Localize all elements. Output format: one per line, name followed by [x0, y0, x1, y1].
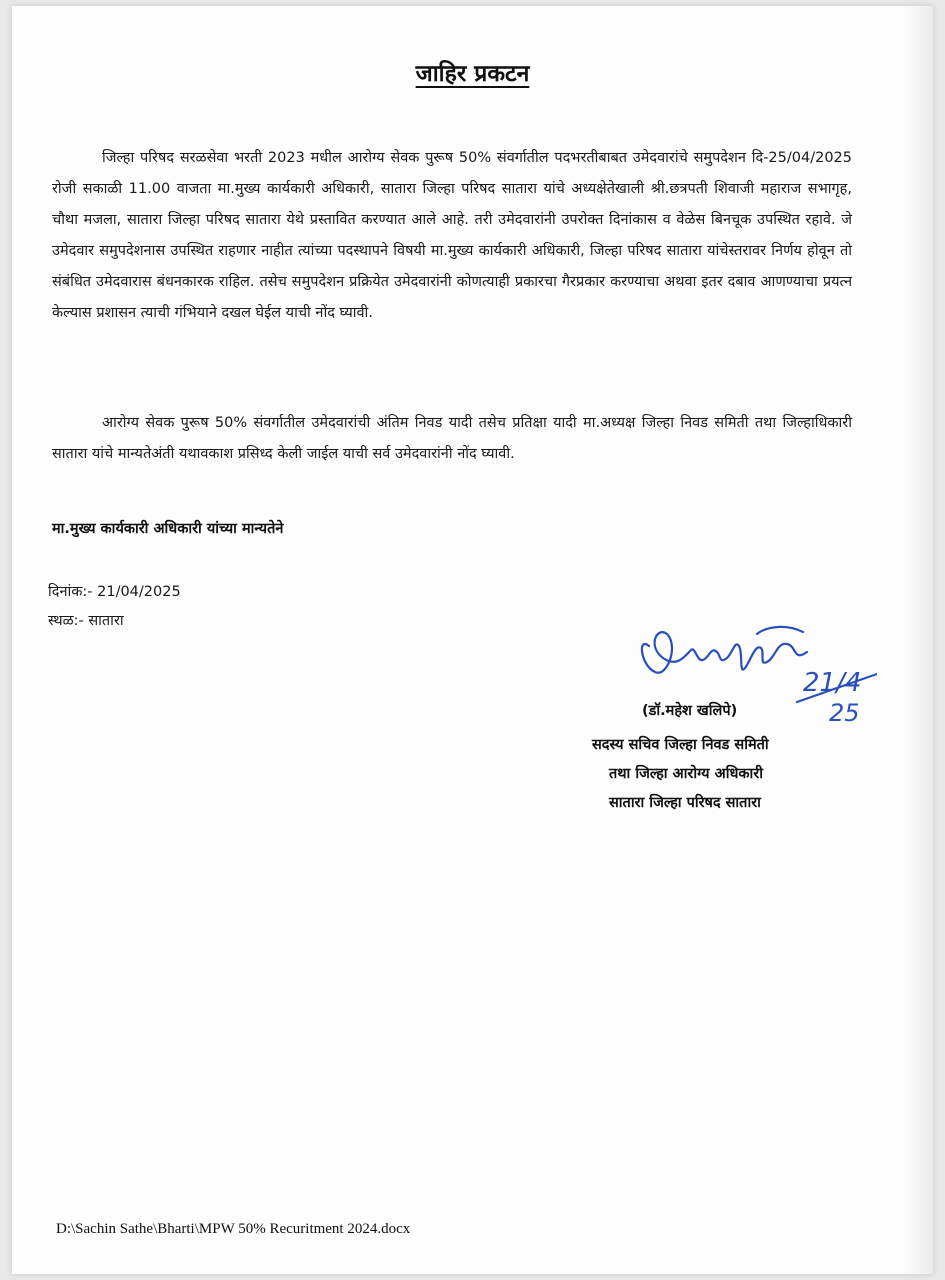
signature-date-part-1: 21/4	[803, 668, 862, 698]
body-paragraph-1: जिल्हा परिषद सरळसेवा भरती 2023 मधील आरोग्य सेवक पुरूष 50% संवर्गातील पदभरतीबाबत उमेदवारांचे समुपदेशन दि-25/04/2025 रोजी सकाळी 11.00 वाजता मा.मुख्य कार्यकारी अधिकारी, सातारा जिल्हा परिषद सातारा यांचे अध्यक्षेतेखाली श्री.छत्रपती शिवाजी महाराज सभागृह, चौथा मजला, सातारा जिल्हा परिषद सातारा येथे प्रस्तावित करण्यात आले आहे. तरी उमेदवारांनी उपरोक्त दिनांकास व वेळेस बिनचूक उपस्थित रहावे. जे उमेदवार समुपदेशनास उपस्थित राहणार नाहीत त्यांच्या पदस्थापने विषयी मा.मुख्य कार्यकारी अधिकारी, जिल्हा परिषद सातारा यांचेस्तरावर निर्णय होवून तो संबंधित उमेदवारास बंधनकारक राहिल. तसेच समुपदेशन प्रक्रियेत उमेदवारांनी कोणत्याही प्रकारचा गैरप्रकार करण्याचा अथवा इतर दबाव आणण्याचा प्रयत्न केल्यास प्रशासन त्याची गंभियाने दखल घेईल याची नोंद घ्यावी.	[52, 150, 852, 321]
signatory-designation-3: सातारा जिल्हा परिषद सातारा	[609, 795, 761, 811]
signatory-designation-2: तथा जिल्हा आरोग्य अधिकारी	[609, 766, 763, 782]
date-line: दिनांक:- 21/04/2025	[48, 584, 181, 600]
signatory-name: (डॉ.महेश खलिपे)	[642, 703, 738, 719]
footer-file-path: D:\Sachin Sathe\Bharti\MPW 50% Recuritment 2024.docx	[56, 1221, 411, 1237]
signature-date-part-2: 25	[829, 699, 860, 726]
place-line: स्थळ:- सातारा	[48, 613, 124, 629]
page-title: जाहिर प्रकटन	[415, 61, 530, 87]
approval-line: मा.मुख्य कार्यकारी अधिकारी यांच्या मान्यतेने	[52, 521, 284, 537]
page-edge-shadow	[903, 6, 933, 1274]
body-paragraph-2: आरोग्य सेवक पुरूष 50% संवर्गातील उमेदवारांची अंतिम निवड यादी तसेच प्रतिक्षा यादी मा.अध्यक्ष जिल्हा निवड समिती तथा जिल्हाधिकारी सातारा यांचे मान्यतेअंती यथावकाश प्रसिध्द केली जाईल याची सर्व उमेदवारांनी नोंद घ्यावी.	[52, 415, 852, 462]
document-page	[12, 6, 933, 1274]
signatory-designation-1: सदस्य सचिव जिल्हा निवड समिती	[592, 737, 769, 753]
